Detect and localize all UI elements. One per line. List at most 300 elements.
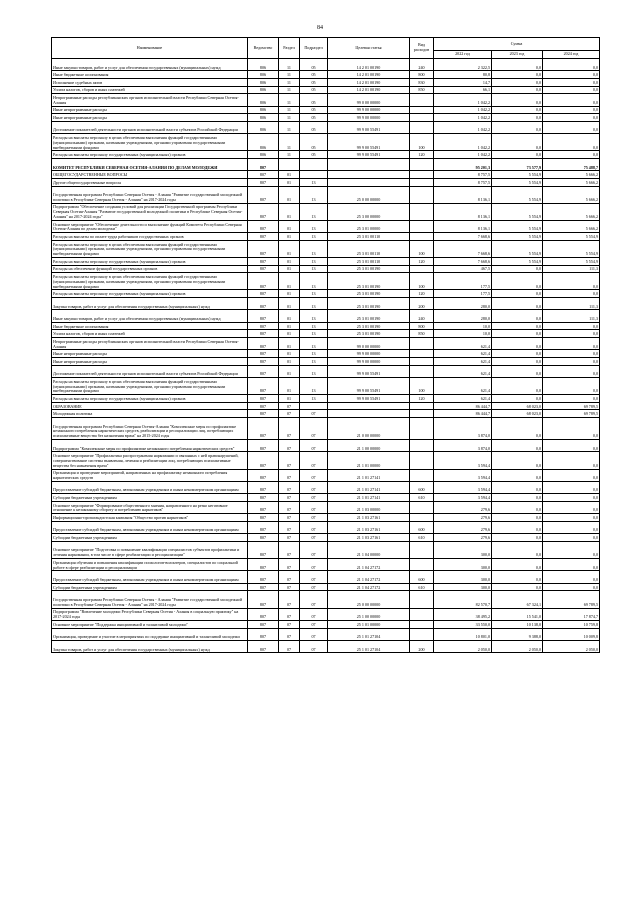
row-subsection [300,402,328,410]
row-sum-2022: 3 594,4 [434,452,492,469]
row-section: 01 [279,178,300,186]
row-exptype [410,114,434,122]
row-subsection: 07 [300,628,328,640]
row-subsection: 07 [300,591,328,608]
row-exptype [410,203,434,220]
row-name: Исполнение судебных актов [52,78,248,86]
row-dept: 806 [248,121,279,133]
row-sum-2022: 7 668,6 [434,240,492,257]
row-dept: 807 [248,559,279,571]
row-sum-2023: 0,0 [492,94,543,106]
row-dept: 806 [248,71,279,79]
row-sum-2024: 0,0 [543,357,600,365]
budget-table [51,37,600,653]
row-sum-2023: 0,0 [492,439,543,451]
row-subsection: 07 [300,410,328,418]
row-target: 25 3 01 00000 [328,220,410,232]
table-row [52,106,600,114]
row-subsection: 05 [300,59,328,71]
row-dept: 807 [248,178,279,186]
row-target: 25 3 01 00190 [328,310,410,322]
table-row [52,628,600,640]
row-section: 07 [279,640,300,652]
row-target: 14 2 01 00190 [328,86,410,94]
row-target: 99 9 00 55491 [328,151,410,159]
row-section: 01 [279,203,300,220]
row-sum-2022: 1 042,2 [434,114,492,122]
row-sum-2024: 0,0 [543,514,600,522]
row-exptype [410,350,434,358]
row-subsection: 13 [300,357,328,365]
row-dept: 807 [248,203,279,220]
row-target: 25 3 01 00110 [328,258,410,266]
row-dept: 806 [248,106,279,114]
table-row [52,94,600,106]
row-sum-2024: 0,0 [543,452,600,469]
row-section: 01 [279,265,300,273]
row-sum-2024: 5 666,2 [543,220,600,232]
row-target: 99 9 00 00000 [328,357,410,365]
row-sum-2024: 0,0 [543,350,600,358]
row-exptype: 100 [410,134,434,151]
row-target: 21 1 04 27172 [328,583,410,591]
row-name: Предоставление субсидий бюджетным, автономным учреждениям и иным некоммерческим организациям [52,481,248,493]
row-subsection: 13 [300,298,328,310]
row-section: 01 [279,337,300,349]
row-section: 07 [279,583,300,591]
table-row [52,559,600,571]
row-subsection: 07 [300,559,328,571]
row-section: 11 [279,94,300,106]
row-sum-2022: 86 444,7 [434,410,492,418]
row-name: Основное мероприятие "Формирование общественного мнения, направленного на резко негативное отношение к незаконному обороту и потреблению наркотиков" [52,501,248,513]
row-subsection: 05 [300,94,328,106]
row-sum-2023: 5 554,9 [492,258,543,266]
row-exptype: 610 [410,494,434,502]
row-exptype [410,501,434,513]
row-sum-2024: 0,0 [543,521,600,533]
table-row [52,481,600,493]
row-exptype [410,628,434,640]
row-sum-2023: 5 554,9 [492,233,543,241]
row-dept: 807 [248,186,279,203]
row-name: Непрограммные расходы республиканских органов исполнительной власти Республики Северная Осетия-Алания [52,94,248,106]
row-section: 01 [279,357,300,365]
row-sum-2022: 33 550,0 [434,620,492,628]
row-sum-2022: 621,4 [434,365,492,377]
row-dept: 807 [248,534,279,542]
header-year-2023: 2023 год [492,51,543,59]
row-sum-2024: 0,0 [543,94,600,106]
row-sum-2024: 0,0 [543,322,600,330]
row-sum-2022: 621,4 [434,377,492,394]
row-sum-2024: 69 789,5 [543,591,600,608]
row-subsection: 13 [300,240,328,257]
row-subsection: 13 [300,365,328,377]
row-section: 07 [279,541,300,558]
row-sum-2024: 5 666,2 [543,203,600,220]
row-exptype [410,452,434,469]
row-dept: 807 [248,514,279,522]
row-sum-2024: 17 874,7 [543,608,600,620]
row-sum-2022: 467,5 [434,265,492,273]
row-name: Иные закупки товаров, работ и услуг для обеспечения государственных (муниципальных) нужд [52,310,248,322]
row-target: 21 0 00 00000 [328,417,410,439]
row-sum-2024: 0,0 [543,481,600,493]
row-dept: 807 [248,521,279,533]
row-sum-2023: 0,0 [492,273,543,290]
row-target: 21 1 01 00000 [328,452,410,469]
row-name: Субсидии бюджетным учреждениям [52,534,248,542]
row-dept: 807 [248,240,279,257]
row-sum-2023: 0,0 [492,469,543,481]
table-row [52,178,600,186]
row-sum-2024: 0,0 [543,494,600,502]
row-target: 21 1 01 27141 [328,469,410,481]
row-subsection: 07 [300,501,328,513]
row-target: 99 9 00 55491 [328,134,410,151]
row-section: 11 [279,86,300,94]
row-exptype: 120 [410,290,434,298]
row-exptype: 100 [410,240,434,257]
row-name: Организация и проведение мероприятий, направленных на профилактику незаконного потребления наркотических средств [52,469,248,481]
row-sum-2023: 0,0 [492,583,543,591]
row-section: 07 [279,410,300,418]
row-target: 99 9 00 00000 [328,106,410,114]
row-sum-2024: 0,0 [543,106,600,114]
table-row [52,203,600,220]
row-dept: 807 [248,410,279,418]
row-sum-2022: 3 594,4 [434,494,492,502]
row-sum-2022: 10 801,0 [434,628,492,640]
table-row [52,186,600,203]
table-row [52,357,600,365]
row-sum-2024: 0,0 [543,541,600,558]
row-name: Информационно-пропагандистская кампания "Общество против наркотиков" [52,514,248,522]
row-sum-2024: 5 554,9 [543,240,600,257]
row-exptype: 830 [410,78,434,86]
table-row [52,452,600,469]
row-sum-2024: 5 666,2 [543,186,600,203]
row-name: Расходы на выплаты персоналу государственных (муниципальных) органов [52,290,248,298]
row-subsection: 13 [300,203,328,220]
row-subsection [300,158,328,170]
row-dept: 807 [248,439,279,451]
row-sum-2022: 8 757,5 [434,171,492,179]
row-subsection: 07 [300,439,328,451]
row-sum-2023: 0,0 [492,417,543,439]
row-name: Организация, проведение и участие в мероприятиях по поддержке инициативной и талантливой молодежи [52,628,248,640]
row-target: 14 2 01 00190 [328,71,410,79]
row-section: 01 [279,330,300,338]
row-subsection: 13 [300,377,328,394]
row-exptype: 800 [410,71,434,79]
row-target: 99 9 00 00000 [328,350,410,358]
header-subsection: Подраздел [300,38,328,59]
row-subsection: 13 [300,290,328,298]
row-section: 01 [279,220,300,232]
row-exptype: 610 [410,583,434,591]
row-dept: 807 [248,265,279,273]
row-sum-2023: 0,0 [492,365,543,377]
row-name: Субсидии бюджетным учреждениям [52,583,248,591]
row-sum-2022: 279,6 [434,521,492,533]
row-sum-2024: 0,0 [543,114,600,122]
row-subsection: 07 [300,481,328,493]
row-sum-2022: 177,5 [434,290,492,298]
row-subsection: 07 [300,534,328,542]
header-exptype: Вид расходов [410,38,434,59]
row-sum-2022: 95 201,3 [434,158,492,170]
row-target: 14 2 01 00190 [328,59,410,71]
table-row [52,402,600,410]
row-sum-2023: 0,0 [492,452,543,469]
row-name: Достижение показателей деятельности органов исполнительной власти субъектов Российской Федерации [52,365,248,377]
row-target [328,178,410,186]
row-sum-2023: 2 050,0 [492,640,543,652]
row-sum-2024: 0,0 [543,365,600,377]
row-sum-2022: 38 495,2 [434,608,492,620]
row-dept: 807 [248,583,279,591]
row-sum-2024: 69 789,5 [543,402,600,410]
row-subsection: 13 [300,337,328,349]
row-section: 07 [279,534,300,542]
row-sum-2022: 2 322,5 [434,59,492,71]
row-name: Организация обучения и повышения квалификации психологов-волонтеров, специалистов по социальной работе в сфере реабилитации и ресоциализации [52,559,248,571]
row-sum-2022: 1 042,2 [434,106,492,114]
row-target: 25 3 01 00190 [328,330,410,338]
row-sum-2024: 0,0 [543,417,600,439]
row-subsection: 13 [300,322,328,330]
row-sum-2023: 67 324,1 [492,591,543,608]
row-exptype [410,591,434,608]
row-sum-2023: 0,0 [492,501,543,513]
row-exptype [410,94,434,106]
row-exptype: 120 [410,258,434,266]
table-row [52,121,600,133]
row-sum-2023: 0,0 [492,322,543,330]
row-target [328,410,410,418]
row-dept: 807 [248,330,279,338]
row-sum-2023: 0,0 [492,541,543,558]
row-exptype [410,608,434,620]
row-sum-2023: 0,0 [492,481,543,493]
row-target: 25 3 01 00190 [328,322,410,330]
row-name: Иные закупки товаров, работ и услуг для обеспечения государственных (муниципальных) нужд [52,59,248,71]
row-dept: 807 [248,171,279,179]
row-sum-2024: 0,0 [543,395,600,403]
row-exptype: 600 [410,571,434,583]
row-subsection: 07 [300,620,328,628]
row-name: Субсидии бюджетным учреждениям [52,494,248,502]
row-dept: 807 [248,337,279,349]
row-exptype [410,357,434,365]
row-sum-2022: 7 668,6 [434,258,492,266]
row-name: Предоставление субсидий бюджетным, автономным учреждениям и иным некоммерческим организациям [52,571,248,583]
row-exptype: 100 [410,273,434,290]
row-dept: 807 [248,640,279,652]
row-sum-2024: 0,0 [543,377,600,394]
row-sum-2023: 0,0 [492,357,543,365]
row-name: Основное мероприятие "Обеспечение деятельности и выполнение функций Комитета Республики Северная Осетия-Алания по делам молодежи" [52,220,248,232]
row-sum-2024: 0,0 [543,273,600,290]
row-subsection: 07 [300,640,328,652]
table-row [52,322,600,330]
row-subsection: 13 [300,330,328,338]
row-subsection: 13 [300,233,328,241]
row-target: 25 0 00 00000 [328,591,410,608]
row-subsection: 05 [300,78,328,86]
row-section: 07 [279,469,300,481]
row-sum-2024: 5 666,2 [543,171,600,179]
row-target: 25 3 01 00110 [328,240,410,257]
row-name: Иные бюджетные ассигнования [52,322,248,330]
row-name: Расходы на выплаты персоналу государственных (муниципальных) органов [52,395,248,403]
row-exptype: 200 [410,298,434,310]
row-sum-2023: 0,0 [492,377,543,394]
row-name: Расходы на выплаты по оплате труда работников государственных органов [52,233,248,241]
row-exptype [410,402,434,410]
row-exptype: 100 [410,377,434,394]
row-subsection: 13 [300,310,328,322]
row-sum-2022: 280,0 [434,310,492,322]
table-row [52,220,600,232]
row-target: 21 1 03 00000 [328,501,410,513]
row-sum-2023: 0,0 [492,106,543,114]
row-sum-2024: 5 554,9 [543,233,600,241]
row-subsection: 05 [300,86,328,94]
row-subsection: 07 [300,541,328,558]
table-row [52,114,600,122]
row-section: 07 [279,402,300,410]
row-sum-2023: 0,0 [492,494,543,502]
row-name: Иные непрограммные расходы [52,350,248,358]
row-name: КОМИТЕТ РЕСПУБЛИКИ СЕВЕРНАЯ ОСЕТИЯ-АЛАНИЯ ПО ДЕЛАМ МОЛОДЕЖИ [52,158,248,170]
row-dept: 807 [248,233,279,241]
row-target: 25 3 01 00190 [328,290,410,298]
row-name: Государственная программа Республики Северная Осетия - Алания "Развитие государственной молодежной политики в Республике Северная Осетия - Алания" на 2017-2024 годы [52,186,248,203]
row-sum-2023: 5 554,9 [492,186,543,203]
row-sum-2023: 0,0 [492,114,543,122]
row-sum-2024: 0,0 [543,559,600,571]
row-target: 21 1 03 27161 [328,521,410,533]
row-subsection: 13 [300,186,328,203]
row-subsection: 05 [300,151,328,159]
row-sum-2023: 0,0 [492,265,543,273]
row-sum-2023: 0,0 [492,395,543,403]
row-sum-2022: 3 874,0 [434,417,492,439]
row-name: Расходы на выплаты персоналу в целях обеспечения выполнения функций государственными (муниципальными) органами, казенными учреждениями, органами управления государственными внебюджетными фондами [52,134,248,151]
row-dept: 807 [248,365,279,377]
row-sum-2023: 0,0 [492,290,543,298]
row-dept: 806 [248,59,279,71]
row-subsection: 13 [300,350,328,358]
row-target: 21 1 03 27161 [328,534,410,542]
table-row [52,151,600,159]
table-row [52,71,600,79]
row-section: 01 [279,171,300,179]
row-name: Другие общегосударственные вопросы [52,178,248,186]
row-section: 01 [279,322,300,330]
row-sum-2024: 0,0 [543,330,600,338]
table-row [52,86,600,94]
row-target: 14 2 01 00190 [328,78,410,86]
row-sum-2023: 5 554,9 [492,203,543,220]
row-subsection: 07 [300,452,328,469]
row-sum-2022: 1 042,2 [434,94,492,106]
row-dept: 806 [248,78,279,86]
row-name: Подпрограмма "Обеспечение создания условий для реализации Государственной программы Республики Северная Осетия-Алания "Развитие государственной молодежной политики в Республике Северная Осетия-Алания" на 2017-2024 годы" [52,203,248,220]
row-name: Подпрограмма "Вовлечение молодежи Республики Северная Осетия - Алания в социальную практику" на 2017-2024 годы [52,608,248,620]
row-subsection: 07 [300,521,328,533]
row-exptype: 600 [410,521,434,533]
row-sum-2023: 0,0 [492,571,543,583]
row-name: Расходы на выплаты персоналу государственных (муниципальных) органов [52,258,248,266]
table-row [52,469,600,481]
row-sum-2023: 0,0 [492,151,543,159]
row-sum-2022: 3 594,4 [434,469,492,481]
row-target: 99 0 00 00000 [328,337,410,349]
row-section: 01 [279,290,300,298]
row-sum-2023: 0,0 [492,514,543,522]
table-row [52,233,600,241]
row-dept: 807 [248,501,279,513]
row-dept: 807 [248,541,279,558]
row-sum-2024: 0,0 [543,534,600,542]
row-sum-2022: 300,0 [434,583,492,591]
row-sum-2022: 621,4 [434,395,492,403]
row-exptype: 200 [410,640,434,652]
row-sum-2024: 0,0 [543,86,600,94]
row-sum-2022: 66,1 [434,86,492,94]
row-target: 99 9 00 55491 [328,395,410,403]
table-row [52,134,600,151]
header-target: Целевая статья [328,38,410,59]
row-dept: 806 [248,134,279,151]
row-subsection: 13 [300,395,328,403]
table-row [52,365,600,377]
row-sum-2024: 75 488,7 [543,158,600,170]
row-dept: 807 [248,357,279,365]
row-section: 07 [279,494,300,502]
row-section: 07 [279,571,300,583]
row-name: ОБЩЕГОСУДАРСТВЕННЫЕ ВОПРОСЫ [52,171,248,179]
table-row [52,620,600,628]
table-row [52,501,600,513]
row-dept: 806 [248,86,279,94]
table-row [52,410,600,418]
row-sum-2023: 5 554,9 [492,240,543,257]
row-exptype [410,417,434,439]
row-dept: 806 [248,151,279,159]
row-dept: 807 [248,481,279,493]
row-exptype: 240 [410,310,434,322]
row-sum-2022: 8 757,5 [434,178,492,186]
table-row [52,377,600,394]
row-sum-2023: 5 554,9 [492,178,543,186]
row-dept: 807 [248,298,279,310]
row-dept: 806 [248,94,279,106]
row-sum-2024: 69 789,5 [543,410,600,418]
row-subsection: 07 [300,583,328,591]
row-section: 11 [279,59,300,71]
row-exptype [410,265,434,273]
row-subsection: 07 [300,514,328,522]
row-exptype: 800 [410,322,434,330]
row-name: Уплата налогов, сборов и иных платежей [52,86,248,94]
row-sum-2024: 111,3 [543,265,600,273]
row-subsection: 13 [300,265,328,273]
